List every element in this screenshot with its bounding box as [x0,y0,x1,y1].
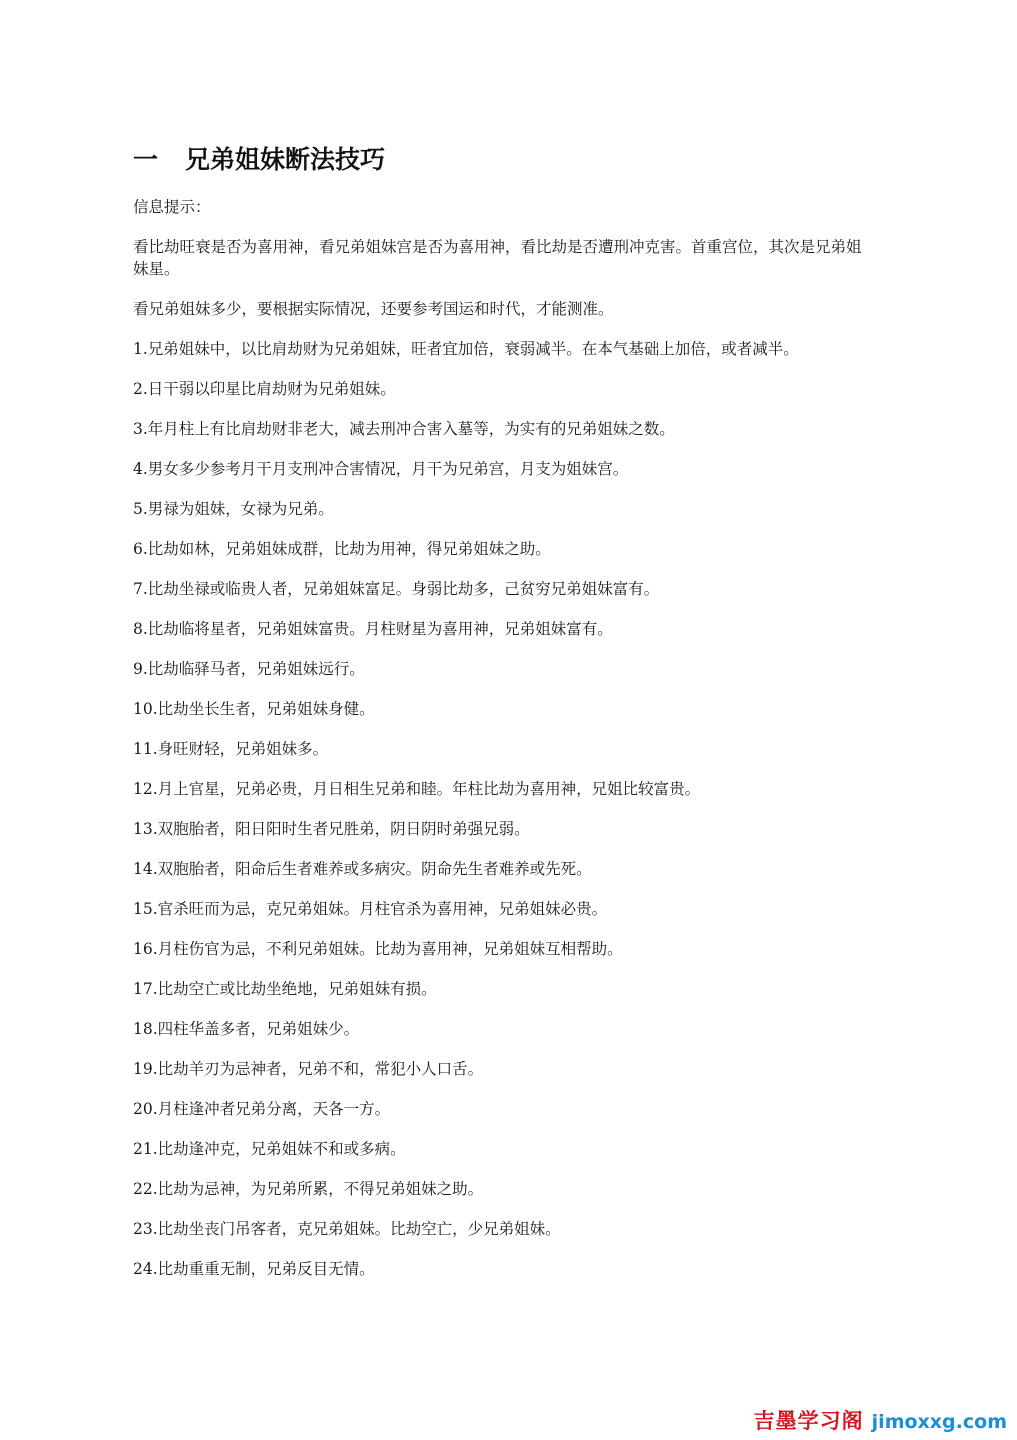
paragraph: 7.比劫坐禄或临贵人者，兄弟姐妹富足。身弱比劫多，己贫穷兄弟姐妹富有。 [133,580,660,598]
paragraph: 6.比劫如林，兄弟姐妹成群，比劫为用神，得兄弟姐妹之助。 [133,540,551,558]
paragraph: 8.比劫临将星者，兄弟姐妹富贵。月柱财星为喜用神，兄弟姐妹富有。 [133,620,613,638]
paragraph: 2.日干弱以印星比肩劫财为兄弟姐妹。 [133,380,396,398]
section-heading [133,140,385,176]
paragraph: 21.比劫逢冲克，兄弟姐妹不和或多病。 [133,1140,406,1158]
paragraph: 16.月柱伤官为忌，不利兄弟姐妹。比劫为喜用神，兄弟姐妹互相帮助。 [133,940,623,958]
section-title: 兄弟姐妹断法技巧 [185,145,386,174]
paragraph: 17.比劫空亡或比劫坐绝地，兄弟姐妹有损。 [133,980,437,998]
info-label: 信息提示： [133,198,211,216]
body-text [133,196,873,1298]
section-number: 一 [133,145,159,174]
watermark-url: jimoxxg.com [871,1411,1007,1433]
paragraph: 4.男女多少参考月干月支刑冲合害情况，月干为兄弟宫，月支为姐妹宫。 [133,460,629,478]
paragraph: 看比劫旺衰是否为喜用神，看兄弟姐妹宫是否为喜用神，看比劫是否遭刑冲克害。首重宫位，其次是兄弟姐妹星。 [133,238,862,278]
paragraph: 22.比劫为忌神，为兄弟所累，不得兄弟姐妹之助。 [133,1180,484,1198]
paragraph: 12.月上官星，兄弟必贵，月日相生兄弟和睦。年柱比劫为喜用神，兄姐比较富贵。 [133,780,701,798]
paragraph: 18.四柱华盖多者，兄弟姐妹少。 [133,1020,360,1038]
paragraph: 15.官杀旺而为忌，克兄弟姐妹。月柱官杀为喜用神，兄弟姐妹必贵。 [133,900,608,918]
paragraph: 20.月柱逢冲者兄弟分离，天各一方。 [133,1100,391,1118]
paragraph: 1.兄弟姐妹中，以比肩劫财为兄弟姐妹，旺者宜加倍，衰弱减半。在本气基础上加倍，或者减半。 [133,340,799,358]
paragraph: 23.比劫坐丧门吊客者，克兄弟姐妹。比劫空亡，少兄弟姐妹。 [133,1220,561,1238]
paragraph: 3.年月柱上有比肩劫财非老大，减去刑冲合害入墓等，为实有的兄弟姐妹之数。 [133,420,675,438]
paragraph: 14.双胞胎者，阳命后生者难养或多病灾。阴命先生者难养或先死。 [133,860,592,878]
paragraph: 19.比劫羊刃为忌神者，兄弟不和，常犯小人口舌。 [133,1060,484,1078]
watermark-brand: 吉墨学习阁 [753,1409,864,1433]
paragraph: 10.比劫坐长生者，兄弟姐妹身健。 [133,700,375,718]
paragraph: 11.身旺财轻，兄弟姐妹多。 [133,740,329,758]
paragraph: 看兄弟姐妹多少，要根据实际情况，还要参考国运和时代，才能测准。 [133,300,614,318]
paragraph: 9.比劫临驿马者，兄弟姐妹远行。 [133,660,365,678]
paragraph: 5.男禄为姐妹，女禄为兄弟。 [133,500,334,518]
watermark [754,1405,1007,1435]
paragraph: 24.比劫重重无制，兄弟反目无情。 [133,1260,375,1278]
paragraph: 13.双胞胎者，阳日阳时生者兄胜弟，阴日阴时弟强兄弱。 [133,820,530,838]
